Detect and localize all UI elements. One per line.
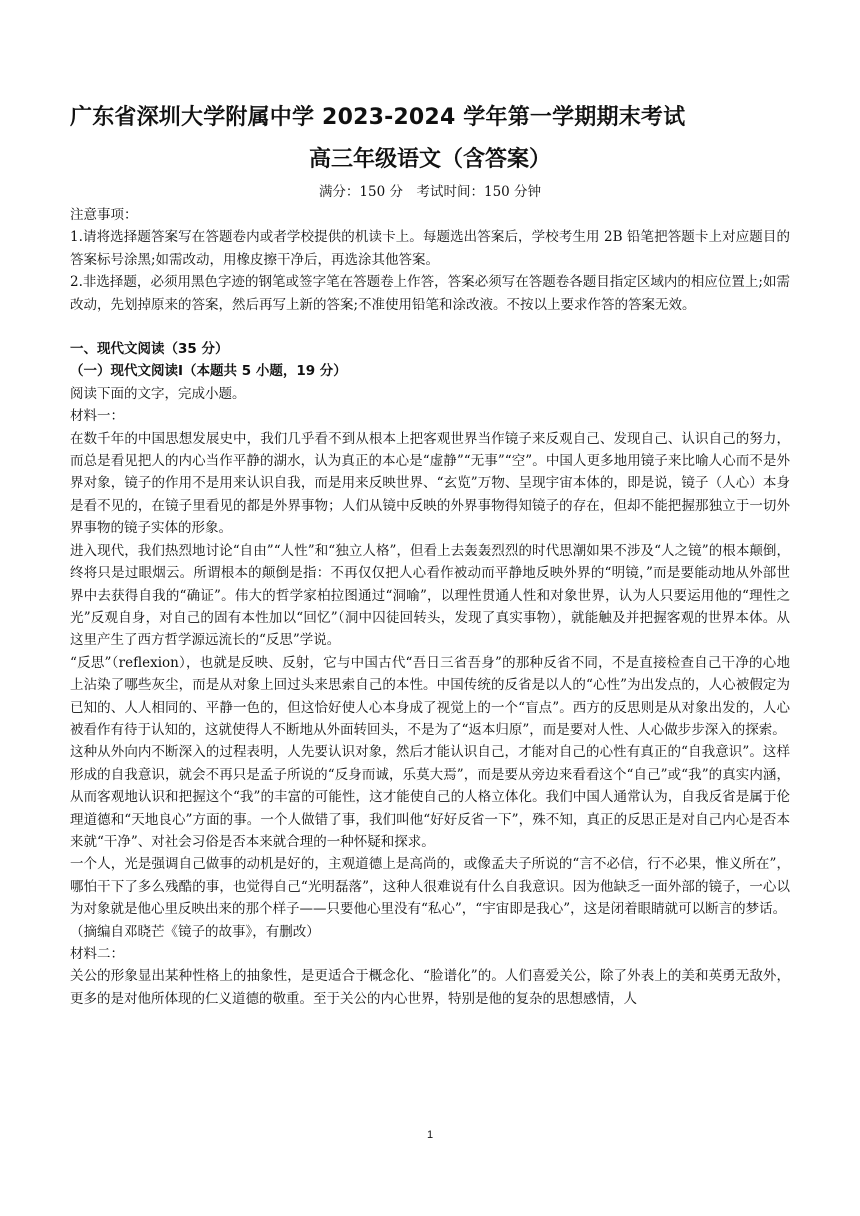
notice-heading: 注意事项：	[70, 207, 138, 223]
material-1-label: 材料一：	[70, 408, 124, 425]
reading-instruction: 阅读下面的文字，完成小题。	[70, 385, 246, 402]
exam-title-line1: 广东省深圳大学附属中学 2023-2024 学年第一学期期末考试	[70, 105, 686, 130]
exam-meta: 满分：150 分 考试时间：150 分钟	[318, 184, 542, 200]
section-heading: 一、现代文阅读（35 分）	[70, 341, 229, 358]
material-1-paragraph: 在数千年的中国思想发展史中，我们几乎看不到从根本上把客观世界当作镜子来反观自己、发现自己、认识自己的努力，而总是看见把人的内心当作平静的湖水，认为真正的本心是“虚静”“无事”“空”。中国人更多地用镜子来比喻人心而不是外界对象，镜子的作用不是用来认识自我，而是用来反映世界、“玄览”万物、呈现宇宙本体的，即是说，镜子（人心）本身是看不见的，在镜子里看见的都是外界事物；人们从镜中反映的外界事物得知镜子的存在，但却不能把握那独立于一切外界事物的镜子实体的形象。	[70, 430, 790, 537]
material-1-source: （摘编自邓晓芒《镜子的故事》，有删改）	[70, 923, 320, 940]
material-2-paragraph: 关公的形象显出某种性格上的抽象性，是更适合于概念化、“脸谱化”的。人们喜爱关公，除了外表上的美和英勇无敌外，更多的是对他所体现的仁义道德的敬重。至于关公的内心世界，特别是他的复杂的思想感情，人	[70, 968, 790, 1007]
exam-title-line2: 高三年级语文（含答案）	[308, 147, 551, 172]
page-number: 1	[426, 1129, 434, 1141]
section-modern-reading	[70, 338, 790, 1010]
material-1-paragraph: “反思”（reflexion），也就是反映、反射，它与中国古代“吾日三省吾身”的那种反省不同，不是直接检查自己干净的心地上沾染了哪些灰尘，而是从对象上回过头来思索自己的本性。中国传统的反省是以人的“心性”为出发点的，人心被假定为已知的、人人相同的、平静一色的，但这恰好使人心本身成了视觉上的一个“盲点”。西方的反思则是从对象出发的，人心被看作有待于认知的，这就使得人不断地从外面转回头，不是为了“返本归原”，而是要对人性、人心做步步深入的探索。	[70, 654, 790, 738]
material-1-paragraph: 进入现代，我们热烈地讨论“自由”“人性”和“独立人格”，但看上去轰轰烈烈的时代思潮如果不涉及“人之镜”的根本颠倒，终将只是过眼烟云。所谓根本的颠倒是指：不再仅仅把人心看作被动而平静地反映外界的“明镜，”而是要能动地从外部世界中去获得自我的“确证”。伟大的哲学家柏拉图通过“洞喻”，以理性贯通人性和对象世界，认为人只要运用他的“理性之光”反观自身，对自己的固有本性加以“回忆”（洞中囚徒回转头，发现了真实事物），就能触及并把握客观的世界本体。从这里产生了西方哲学源远流长的“反思”学说。	[70, 542, 790, 649]
material-1-paragraph: 一个人，光是强调自己做事的动机是好的，主观道德上是高尚的，或像孟夫子所说的“言不必信，行不必果，惟义所在”，哪怕干下了多么残酷的事，也觉得自己“光明磊落”，这种人很难说有什么自我意识。因为他缺乏一面外部的镜子，一心以为对象就是他心里反映出来的那个样子——只要他心里没有“私心”，“宇宙即是我心”，这是闭着眼睛就可以断言的梦话。	[70, 856, 790, 918]
spacer	[70, 316, 790, 338]
material-2-label: 材料二：	[70, 946, 124, 962]
notice-item-1: 1.请将选择题答案写在答题卷内或者学校提供的机读卡上。每题选出答案后，学校考生用 2B 铅笔把答题卡上对应题目的答案标号涂黑;如需改动，用橡皮擦干净后，再选涂其他答案。	[70, 229, 790, 268]
material-1-paragraph: 这种从外向内不断深入的过程表明，人先要认识对象，然后才能认识自己，才能对自己的心性有真正的“自我意识”。这样形成的自我意识，就会不再只是孟子所说的“反身而诚，乐莫大焉”，而是要从旁边来看看这个“自己”或“我”的真实内涵，从而客观地认识和把握这个“我”的丰富的可能性，这才能使自己的人格立体化。我们中国人通常认为，自我反省是属于伦理道德和“天地良心”方面的事。一个人做错了事，我们叫他“好好反省一下”，殊不知，真正的反思正是对自己内心是否本来就“干净”、对社会习俗是否本来就合理的一种怀疑和探求。	[70, 744, 790, 850]
subsection-heading: （一）现代文阅读Ⅰ（本题共 5 小题，19 分）	[70, 363, 347, 380]
notice-item-2: 2.非选择题，必须用黑色字迹的钢笔或签字笔在答题卷上作答，答案必须写在答题卷各题目指定区域内的相应位置上;如需改动，先划掉原来的答案，然后再写上新的答案;不准使用铅笔和涂改液。不按以上要求作答的答案无效。	[70, 274, 790, 313]
notice-block	[70, 204, 790, 316]
